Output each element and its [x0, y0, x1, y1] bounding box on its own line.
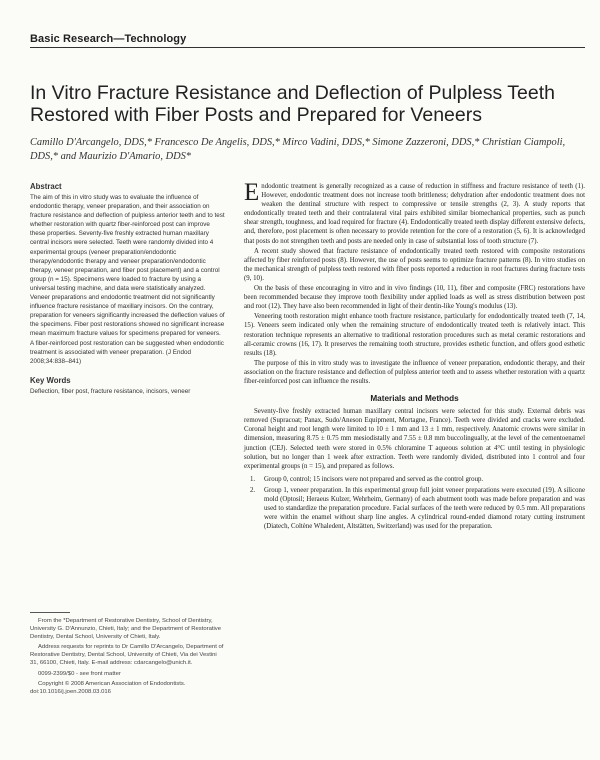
footnotes	[30, 617, 225, 698]
abstract-text: The aim of this in vitro study was to evaluate the influence of endodontic therapy, veneer preparation, and their association on fracture resistance and deflection of pulpless anterior teeth and to test whether restoration with quartz fiber-reinforced post can improve these properties. Seventy-five freshly extracted human maxillary central incisors were selected. Teeth were randomly divided into 4 experimental groups (veneer preparation/endodontic therapy/endodontic therapy and veneer preparation/endodontic therapy, veneer preparation, and fiber post placement) and a control group (n = 15). Specimens were loaded to fracture by using a universal testing machine, and data were statistically analyzed. Veneer preparations and endodontic treatment did not significantly influence fracture resistance of maxillary incisors. On the contrary, preparation for veneers significantly increased the deflection values of the specimens. Fiber post restorations showed no significant increase mean maximum fracture values for specimens prepared for veneers. A fiber-reinforced post restoration can be suggested when endodontic treatment is associated with veneer preparation. (J Endod 2008;34:838–841)	[30, 194, 225, 365]
body-paragraph: A recent study showed that fracture resistance of endodontically treated teeth restored with composite restorations affected by fiber reinforced posts (8). However, the use of posts seems to optimize fracture patterns (8). In vitro studies on the mechanical strength of pulpless teeth restored with fiber posts reported a reduction in root fractures during fracture tests (9, 10).	[244, 247, 585, 282]
section-header: Basic Research—Technology	[30, 33, 187, 45]
materials-methods-heading: Materials and Methods	[370, 394, 459, 404]
intro-paragraph-text: ndodontic treatment is generally recognized as a cause of reduction in stiffness and fracture resistance of teeth (1). However, endodontic treatment does not increase tooth brittleness; dehydration after endodontic treatment does not weaken the dentinal structure with respect to compressive or tensile strengths (2, 3). A study reports that endodontically treated teeth and their contralateral vital pairs exhibited similar biomechanical properties, such as punch shear strength, toughness, and load required for fracture (4). Endodontically treated teeth display different extensive defects, and, therefore, post placement is often necessary to provide retention for the core of a restoration (5, 6). It is acknowledged that posts do not strengthen teeth and posts are needed only in case of substantial loss of tooth structure (7).	[244, 183, 585, 245]
keywords-heading: Key Words	[30, 375, 71, 385]
footnote-issn: 0099-2399/$0 - see front matter	[38, 670, 121, 677]
body-paragraph: Veneering tooth restoration might enhance tooth fracture resistance, particularly for endodontically treated teeth (7, 14, 15). Veneers seem indicated only when the remaining structure of endodontically treated teeth is relatively intact. This restoration technique represents an alternative to traditional restoration procedures such as metal ceramic restorations and all-ceramic crowns (16, 17). It preserves the remaining tooth structure, provides esthetic function, and offers good esthetic results (18).	[244, 313, 585, 357]
footnote-reprints: Address requests for reprints to Dr Camillo D'Arcangelo, Department of Restorative Dentistry, Dental School, University of Chieti, Via dei Vestini 31, 66100, Chieti, Italy. E-mail address: cdarcangelo@unich.it.	[30, 644, 224, 667]
materials-methods-paragraph: Seventy-five freshly extracted human maxillary central incisors were selected for this study. External debris was removed (Supracoat; Panax, Sudo/Aneson Equipment, Mortagne, France). Teeth were divided and cracks were excluded. Coronal height and root length were limited to 10 ± 1 mm and 13 ± 1 mm, respectively. Anatomic crowns were similar in dimension, measuring 8.75 ± 0.75 mm mesiodistally and 7.55 ± 0.8 mm buccolingually, at the level of the cementoenamel junction (CEJ). Selected teeth were stored in 0.5% chloramine T aqueous solution at 4°C until testing in physiologic solution, but no longer than 1 week after extraction. Teeth were randomly divided, distributed into 1 control and four experimental groups (n = 15), and prepared as follows.	[244, 408, 585, 470]
footnote-copyright: Copyright © 2008 American Association of Endodontists. doi:10.1016/j.joen.2008.03.016	[30, 680, 186, 695]
article-title	[30, 82, 585, 126]
list-item-text: Group 1, veneer preparation. In this experimental group full joint veneer preparations were executed (19). A silicone mold (Optosil; Heraeus Kulzer, Wehrheim, Germany) of each abutment tooth was made before preparation and was used to standardize the preparation procedure. Facial surfaces of the teeth were reduced by 0.5 mm. All preparations were within the enamel without sharp line angles. A cylindrical round-ended diamond rotary cutting instrument (Diatech, Coltène Whaledent, Altstätten, Switzerland) was used for the preparation.	[264, 486, 585, 531]
list-item	[244, 475, 585, 484]
list-item	[244, 486, 585, 531]
intro-paragraph	[244, 179, 585, 246]
header-rule	[30, 47, 585, 48]
footnote-rule	[30, 612, 70, 613]
abstract-column	[30, 182, 225, 396]
list-item-number: 2.	[250, 486, 256, 494]
drop-cap: E	[244, 179, 260, 206]
footnote-affiliation: From the *Department of Restorative Dentistry, School of Dentistry, University G. D'Annunzio, Chieti, Italy; and the Department of Restorative Dentistry, Dental School, University of Chieti, Italy.	[30, 618, 222, 641]
body-paragraph: The purpose of this in vitro study was to investigate the influence of veneer preparation, endodontic therapy, and their association on the fracture resistance and deflection of pulpless anterior teeth and to assess whether restoration with a quartz fiber-reinforced post can influence the results.	[244, 359, 585, 385]
article-title-text: In Vitro Fracture Resistance and Deflection of Pulpless Teeth Restored with Fiber Posts and Prepared for Veneers	[30, 82, 555, 126]
list-item-text: Group 0, control; 15 incisors were not prepared and served as the control group.	[264, 475, 484, 483]
group-list	[244, 475, 585, 532]
list-item-number: 1.	[250, 475, 256, 483]
keywords-text: Deflection, fiber post, fracture resistance, incisors, veneer	[30, 387, 191, 395]
body-paragraph: On the basis of these encouraging in vitro and in vivo findings (10, 11), fiber and composite (FRC) restorations have been recommended because they improve tooth flexibility under applied loads as well as stress distribution between post and root (12). They have also been recommended in light of their dentin-like Young's modulus (13).	[244, 285, 585, 311]
body-column	[244, 179, 585, 533]
author-list: Camillo D'Arcangelo, DDS,* Francesco De Angelis, DDS,* Mirco Vadini, DDS,* Simone Zazzeroni, DDS,* Christian Ciampoli, DDS,* and Maurizio D'Amario, DDS*	[30, 137, 566, 162]
abstract-heading: Abstract	[30, 182, 62, 191]
